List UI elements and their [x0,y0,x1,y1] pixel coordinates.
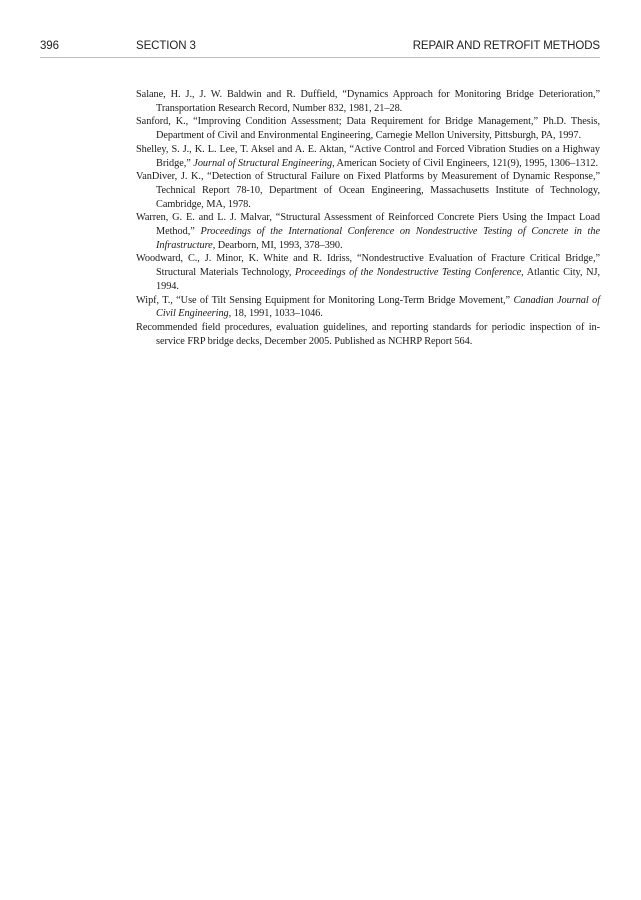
reference-entry [136,252,600,293]
reference-text: Warren, G. E. and L. J. Malvar, “Structural Assessment of Reinforced Concrete Piers Using the Impact Load Method,” [136,212,600,238]
reference-list [136,88,600,348]
reference-entry [136,115,600,142]
running-header [40,40,600,56]
reference-text: Shelley, S. J., K. L. Lee, T. Aksel and A. E. Aktan, “Active Control and Forced Vibration Studies on a Highway Bridge,” [136,143,600,169]
section-label: SECTION 3 [136,40,196,52]
reference-text-end: , Dearborn, MI, 1993, 378–390. [212,239,343,251]
page-number: 396 [40,40,59,52]
reference-italic-title: Proceedings of the International Conference on Nondestructive Testing of Concrete in the Infrastructure [156,226,600,251]
reference-text-end: , American Society of Civil Engineers, 121(9), 1995, 1306–1312. [332,157,599,169]
reference-entry [136,294,600,321]
reference-entry [136,321,600,348]
chapter-title: REPAIR AND RETROFIT METHODS [412,40,600,52]
reference-entry [136,88,600,115]
reference-text: Sanford, K., “Improving Condition Assessment; Data Requirement for Bridge Management,” Ph.D. Thesis, Department of Civil and Environmental Engineering, Carnegie Mellon University, Pittsburgh, PA, 1997. [136,116,600,142]
reference-entry [136,211,600,252]
reference-entry [136,170,600,211]
reference-italic-title: Journal of Structural Engineering [193,157,333,169]
reference-text: Recommended field procedures, evaluation guidelines, and reporting standards for periodic inspection of in-service FRP bridge decks, December 2005. Published as NCHRP Report 564. [136,321,600,347]
header-divider [40,57,600,58]
reference-text: Salane, H. J., J. W. Baldwin and R. Duffield, “Dynamics Approach for Monitoring Bridge Deterioration,” Transportation Research Record, Number 832, 1981, 21–28. [136,89,600,114]
reference-text: Woodward, C., J. Minor, K. White and R. Idriss, “Nondestructive Evaluation of Fracture Critical Bridge,” Structural Materials Technology, [136,253,600,279]
reference-text: VanDiver, J. K., “Detection of Structural Failure on Fixed Platforms by Measurement of Dynamic Response,” Technical Report 78-10, Department of Ocean Engineering, Massachusetts Institute of Technology, Cambridge, MA, 1978. [136,171,600,210]
reference-text-end: , Atlantic City, NJ, 1994. [156,267,600,292]
reference-text-end: , 18, 1991, 1033–1046. [228,308,323,320]
reference-italic-title: Proceedings of the Nondestructive Testing Conference [295,267,522,279]
reference-italic-title: Canadian Journal of Civil Engineering [156,294,600,320]
reference-text: Wipf, T., “Use of Tilt Sensing Equipment for Monitoring Long-Term Bridge Movement,” [136,294,514,306]
reference-entry [136,143,600,170]
